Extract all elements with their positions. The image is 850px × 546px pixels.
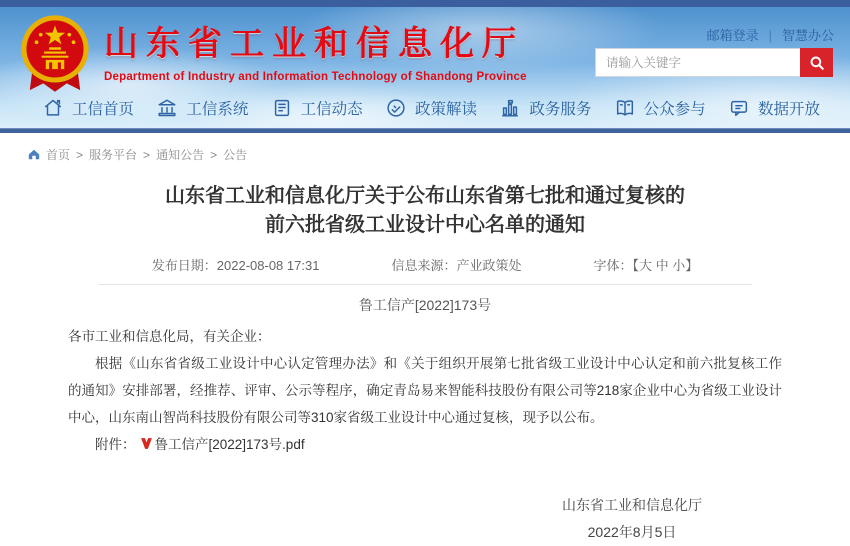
article-meta — [68, 255, 782, 274]
article-title — [68, 182, 782, 240]
publish-date-value: 2022-08-08 17:31 — [216, 258, 320, 273]
chart-icon — [499, 97, 521, 119]
bank-icon — [156, 97, 178, 119]
search-icon — [808, 54, 826, 72]
body-paragraph: 根据《山东省省级工业设计中心认定管理办法》和《关于组织开展第七批省级工业设计中心认定和前六批复核工作的通知》安排部署，经推荐、评审、公示等程序，确定青岛易来智能科技股份有限公司等218家企业中心为省级工业设计中心，山东南山智尚科技股份有限公司等310家省级工业设计中心通过复核，现予以公布。 — [68, 356, 782, 425]
handshake-icon — [385, 97, 407, 119]
search-button[interactable] — [800, 48, 833, 77]
site-brand — [104, 16, 527, 83]
article-title-line2: 前六批省级工业设计中心名单的通知 — [265, 214, 585, 236]
top-links — [707, 25, 834, 44]
nav-item-label: 政务服务 — [529, 100, 592, 118]
book-icon — [614, 97, 636, 119]
smart-office-link[interactable]: 智慧办公 — [781, 28, 834, 43]
nav-item-news[interactable] — [271, 97, 363, 119]
info-source-label: 信息来源： — [391, 258, 457, 273]
font-size-options[interactable]: 【大 中 小】 — [632, 258, 699, 273]
article-body — [68, 323, 782, 431]
nav-item-label: 数据开放 — [757, 100, 820, 118]
signature-date: 2022年8月5日 — [587, 524, 677, 540]
attachment-link[interactable]: 鲁工信产[2022]173号.pdf — [154, 437, 305, 452]
nav-item-services[interactable] — [499, 97, 591, 119]
nav-item-label: 政策解读 — [414, 100, 477, 118]
nav-item-policy[interactable] — [385, 97, 477, 119]
nav-item-label: 工信首页 — [72, 100, 135, 118]
top-links-divider: | — [768, 28, 772, 43]
signature-org: 山东省工业和信息化厅 — [562, 497, 702, 513]
breadcrumb-item-announcement[interactable]: 公告 — [223, 148, 248, 162]
signature-block — [68, 492, 782, 546]
article-title-line1: 山东省工业和信息化厅关于公布山东省第七批和通过复核的 — [165, 185, 685, 207]
search-input[interactable] — [595, 48, 800, 77]
breadcrumb — [0, 133, 850, 163]
mail-login-link[interactable]: 邮箱登录 — [706, 28, 759, 43]
publish-date — [152, 255, 320, 274]
breadcrumb-separator: > — [143, 147, 151, 162]
publish-date-label: 发布日期： — [151, 258, 217, 273]
info-source — [391, 255, 521, 274]
site-subtitle: Department of Industry and Information Technology of Shandong Province — [104, 71, 527, 83]
attachment-row — [68, 431, 782, 458]
meta-divider — [98, 284, 752, 285]
nav-item-participation[interactable] — [614, 97, 706, 119]
document-number: 鲁工信产[2022]173号 — [358, 297, 492, 313]
article — [0, 182, 850, 546]
breadcrumb-item-platform[interactable]: 服务平台 — [89, 148, 138, 162]
nav-item-data[interactable] — [728, 97, 820, 119]
pdf-file-icon — [140, 437, 153, 450]
content-area — [0, 133, 850, 540]
nav-item-label: 工信动态 — [300, 100, 363, 118]
attachment-label: 附件： — [95, 437, 136, 452]
salutation: 各市工业和信息化局，有关企业： — [68, 329, 271, 344]
breadcrumb-separator: > — [76, 147, 84, 162]
nav-item-label: 工信系统 — [186, 100, 249, 118]
national-emblem-icon — [13, 10, 97, 98]
breadcrumb-item-home[interactable]: 首页 — [46, 148, 71, 162]
breadcrumb-item-notices[interactable]: 通知公告 — [156, 148, 205, 162]
nav-item-label: 公众参与 — [643, 100, 706, 118]
home-icon — [42, 97, 64, 119]
font-size-control — [593, 255, 698, 274]
news-icon — [271, 97, 293, 119]
font-size-label: 字体： — [593, 258, 633, 273]
nav-item-system[interactable] — [156, 97, 248, 119]
site-title: 山东省工业和信息化厅 — [104, 25, 524, 63]
breadcrumb-separator: > — [210, 147, 218, 162]
info-source-value: 产业政策处 — [456, 258, 522, 273]
nav-item-home[interactable] — [42, 97, 134, 119]
chat-icon — [728, 97, 750, 119]
breadcrumb-home-icon — [27, 148, 41, 161]
site-header — [0, 7, 850, 128]
search-bar — [595, 48, 833, 77]
top-strip — [0, 0, 850, 7]
main-nav — [0, 93, 850, 128]
